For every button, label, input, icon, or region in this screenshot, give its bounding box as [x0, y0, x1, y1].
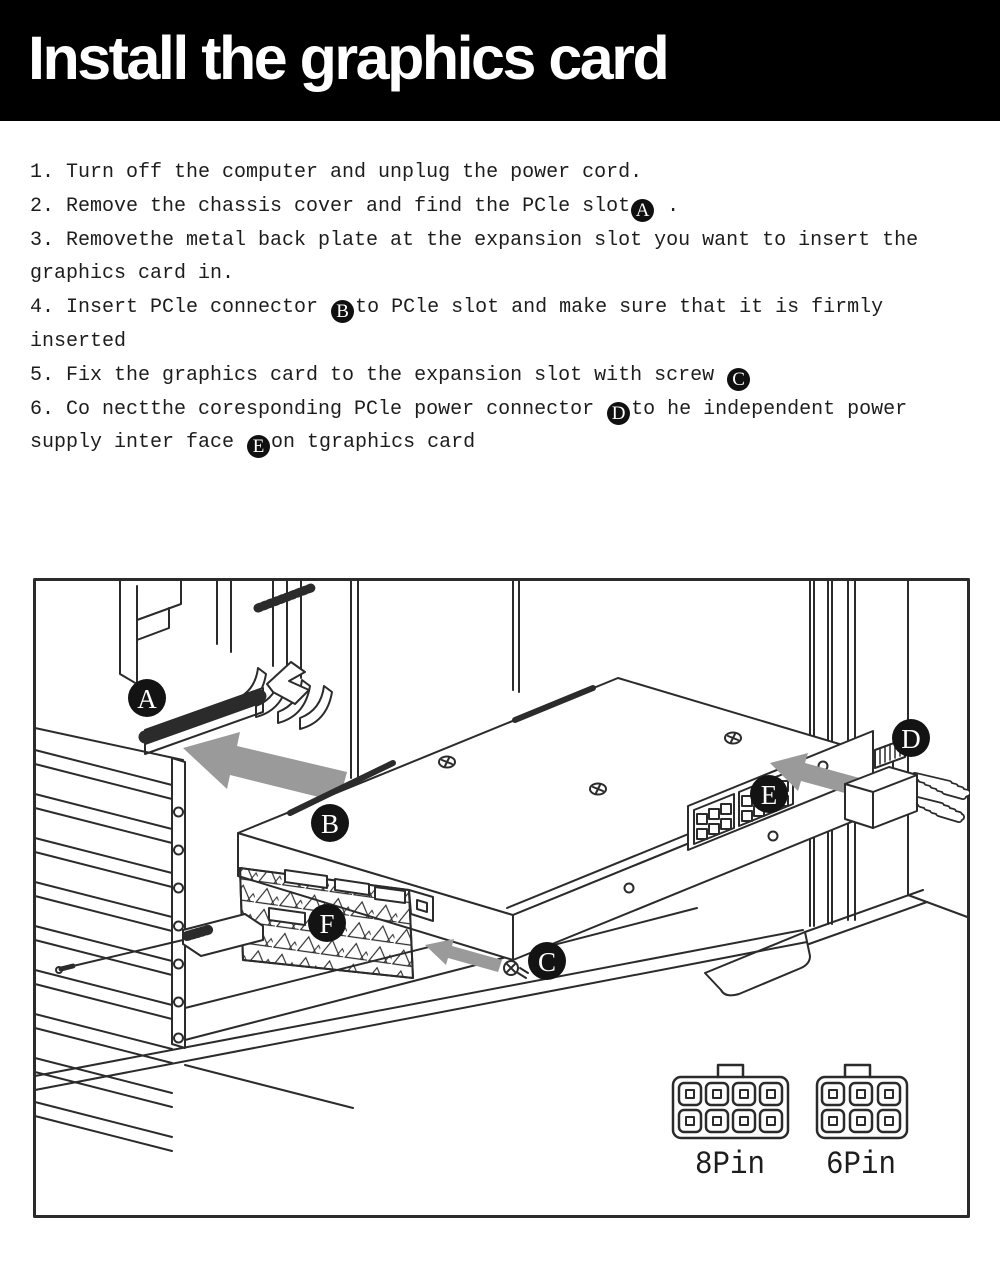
- instruction-step-6-cont: [30, 426, 980, 460]
- instruction-step-5: [30, 359, 980, 393]
- label-b: B: [320, 809, 340, 839]
- step-4-tail: to PCle slot and make sure that it is firmly: [355, 296, 884, 320]
- instruction-step-2: [30, 190, 980, 224]
- instruction-step-1: [30, 156, 980, 190]
- label-f: F: [319, 909, 335, 939]
- step-badge-d: D: [607, 402, 630, 425]
- instruction-step-4-cont: [30, 325, 980, 359]
- step-3-tail: graphics card in.: [30, 262, 235, 286]
- page-title: Install the graphics card: [28, 24, 668, 92]
- title-banner: [0, 0, 1000, 121]
- step-6-tail: to he independent power: [631, 397, 908, 421]
- step-2-text: 2. Remove the chassis cover and find the PCle slot: [30, 194, 631, 218]
- display-port-2: [375, 887, 405, 903]
- step-4-text: 4. Insert PCle connector: [30, 296, 331, 320]
- step-badge-e: E: [247, 435, 270, 458]
- installation-diagram: [33, 578, 970, 1218]
- label-8pin: 8Pin: [695, 1146, 765, 1183]
- label-c: C: [537, 947, 557, 977]
- label-e: E: [760, 780, 778, 810]
- step-1-text: 1. Turn off the computer and unplug the power cord.: [30, 161, 643, 184]
- step-badge-a: A: [631, 199, 654, 222]
- instruction-list: [30, 156, 980, 460]
- step-badge-b: B: [331, 300, 354, 323]
- label-d: D: [901, 724, 921, 754]
- step-badge-c: C: [727, 368, 750, 391]
- label-a: A: [137, 684, 157, 714]
- step-3-text: 3. Removethe metal back plate at the expansion slot you want to insert the: [30, 228, 919, 252]
- step-6-text2: supply inter face: [30, 431, 247, 455]
- label-6pin: 6Pin: [826, 1146, 896, 1183]
- instruction-step-6: [30, 393, 980, 427]
- instruction-step-3: [30, 224, 980, 258]
- step-4-tail2: inserted: [30, 329, 127, 353]
- step-5-text: 5. Fix the graphics card to the expansion slot with screw: [30, 363, 727, 387]
- instruction-step-3-cont: [30, 257, 980, 291]
- step-6-text: 6. Co nectthe coresponding PCle power connector: [30, 397, 607, 421]
- step-6-tail2: on tgraphics card: [271, 431, 476, 455]
- diagram-svg: [33, 578, 970, 1218]
- step-2-tail: .: [655, 194, 680, 218]
- instruction-step-4: [30, 291, 980, 325]
